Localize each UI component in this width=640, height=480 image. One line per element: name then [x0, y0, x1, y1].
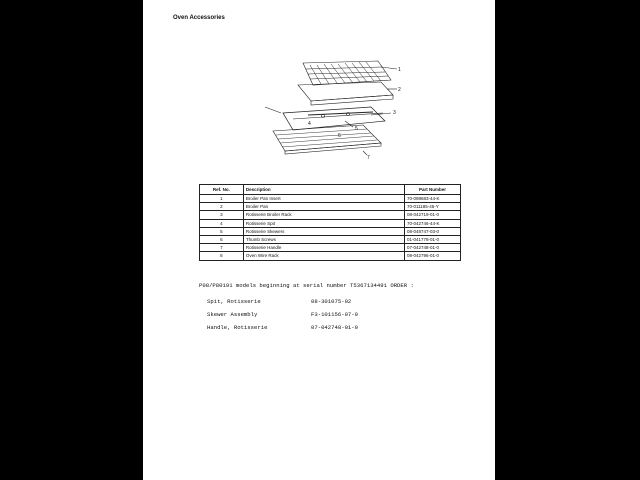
- header-part-number: Part Number: [404, 185, 460, 195]
- ref-cell: 7: [200, 244, 244, 252]
- order-item-name: Skewer Assembly: [207, 311, 258, 318]
- callout-6: 6: [338, 133, 341, 139]
- part-number-cell: 08-042796-01-0: [404, 252, 460, 260]
- header-description: Description: [243, 185, 404, 195]
- page-title: Oven Accessories: [173, 15, 225, 21]
- order-item-name: Spit, Rotisserie: [207, 298, 261, 305]
- description-cell: Oven Wire Rack: [243, 252, 404, 260]
- part-number-cell: 70-011185-45-Y: [404, 203, 460, 211]
- ref-cell: 3: [200, 211, 244, 219]
- table-row: [200, 244, 461, 252]
- parts-table: [199, 184, 461, 261]
- description-cell: Broiler Pan Insert: [243, 195, 404, 203]
- order-item-part-number: 07-042748-01-0: [311, 324, 358, 331]
- callout-1: 1: [398, 67, 401, 73]
- exploded-parts-diagram: [253, 55, 403, 165]
- part-number-cell: 08-042719-01-0: [404, 211, 460, 219]
- description-cell: Broiler Pan: [243, 203, 404, 211]
- part-number-cell: 70-098683-44-K: [404, 195, 460, 203]
- table-row: [200, 236, 461, 244]
- callout-7: 7: [367, 155, 370, 161]
- table-row: [200, 195, 461, 203]
- order-item: [207, 324, 358, 331]
- ref-cell: 1: [200, 195, 244, 203]
- part-number-cell: 07-042748-01-0: [404, 244, 460, 252]
- table-row: [200, 219, 461, 227]
- callout-4: 4: [308, 121, 311, 127]
- ref-cell: 5: [200, 227, 244, 235]
- ref-cell: 2: [200, 203, 244, 211]
- table-row: [200, 203, 461, 211]
- callout-2: 2: [398, 87, 401, 93]
- table-row: [200, 252, 461, 260]
- part-number-cell: 01-041778-01-0: [404, 236, 460, 244]
- order-item: [207, 298, 352, 305]
- table-header-row: [200, 185, 461, 195]
- model-note: P08/P80191 models beginning at serial number T5367134491 ORDER :: [199, 282, 414, 289]
- document-page: [143, 0, 495, 480]
- ref-cell: 4: [200, 219, 244, 227]
- table-row: [200, 227, 461, 235]
- order-item: [207, 311, 358, 318]
- ref-cell: 6: [200, 236, 244, 244]
- callout-3: 3: [393, 110, 396, 116]
- description-cell: Rotisserie Skewers: [243, 227, 404, 235]
- header-ref-no: Ref. No.: [200, 185, 244, 195]
- order-item-part-number: 08-301075-02: [311, 298, 352, 305]
- table-row: [200, 211, 461, 219]
- description-cell: Rotisserie Broiler Rack: [243, 211, 404, 219]
- callout-5: 5: [355, 126, 358, 132]
- part-number-cell: 08-048747-03-0: [404, 227, 460, 235]
- description-cell: Rotisserie Handle: [243, 244, 404, 252]
- order-item-name: Handle, Rotisserie: [207, 324, 268, 331]
- ref-cell: 8: [200, 252, 244, 260]
- order-item-part-number: F3-101156-07-0: [311, 311, 358, 318]
- part-number-cell: 70-042746-44-K: [404, 219, 460, 227]
- description-cell: Thumb Screws: [243, 236, 404, 244]
- description-cell: Rotisserie Spit: [243, 219, 404, 227]
